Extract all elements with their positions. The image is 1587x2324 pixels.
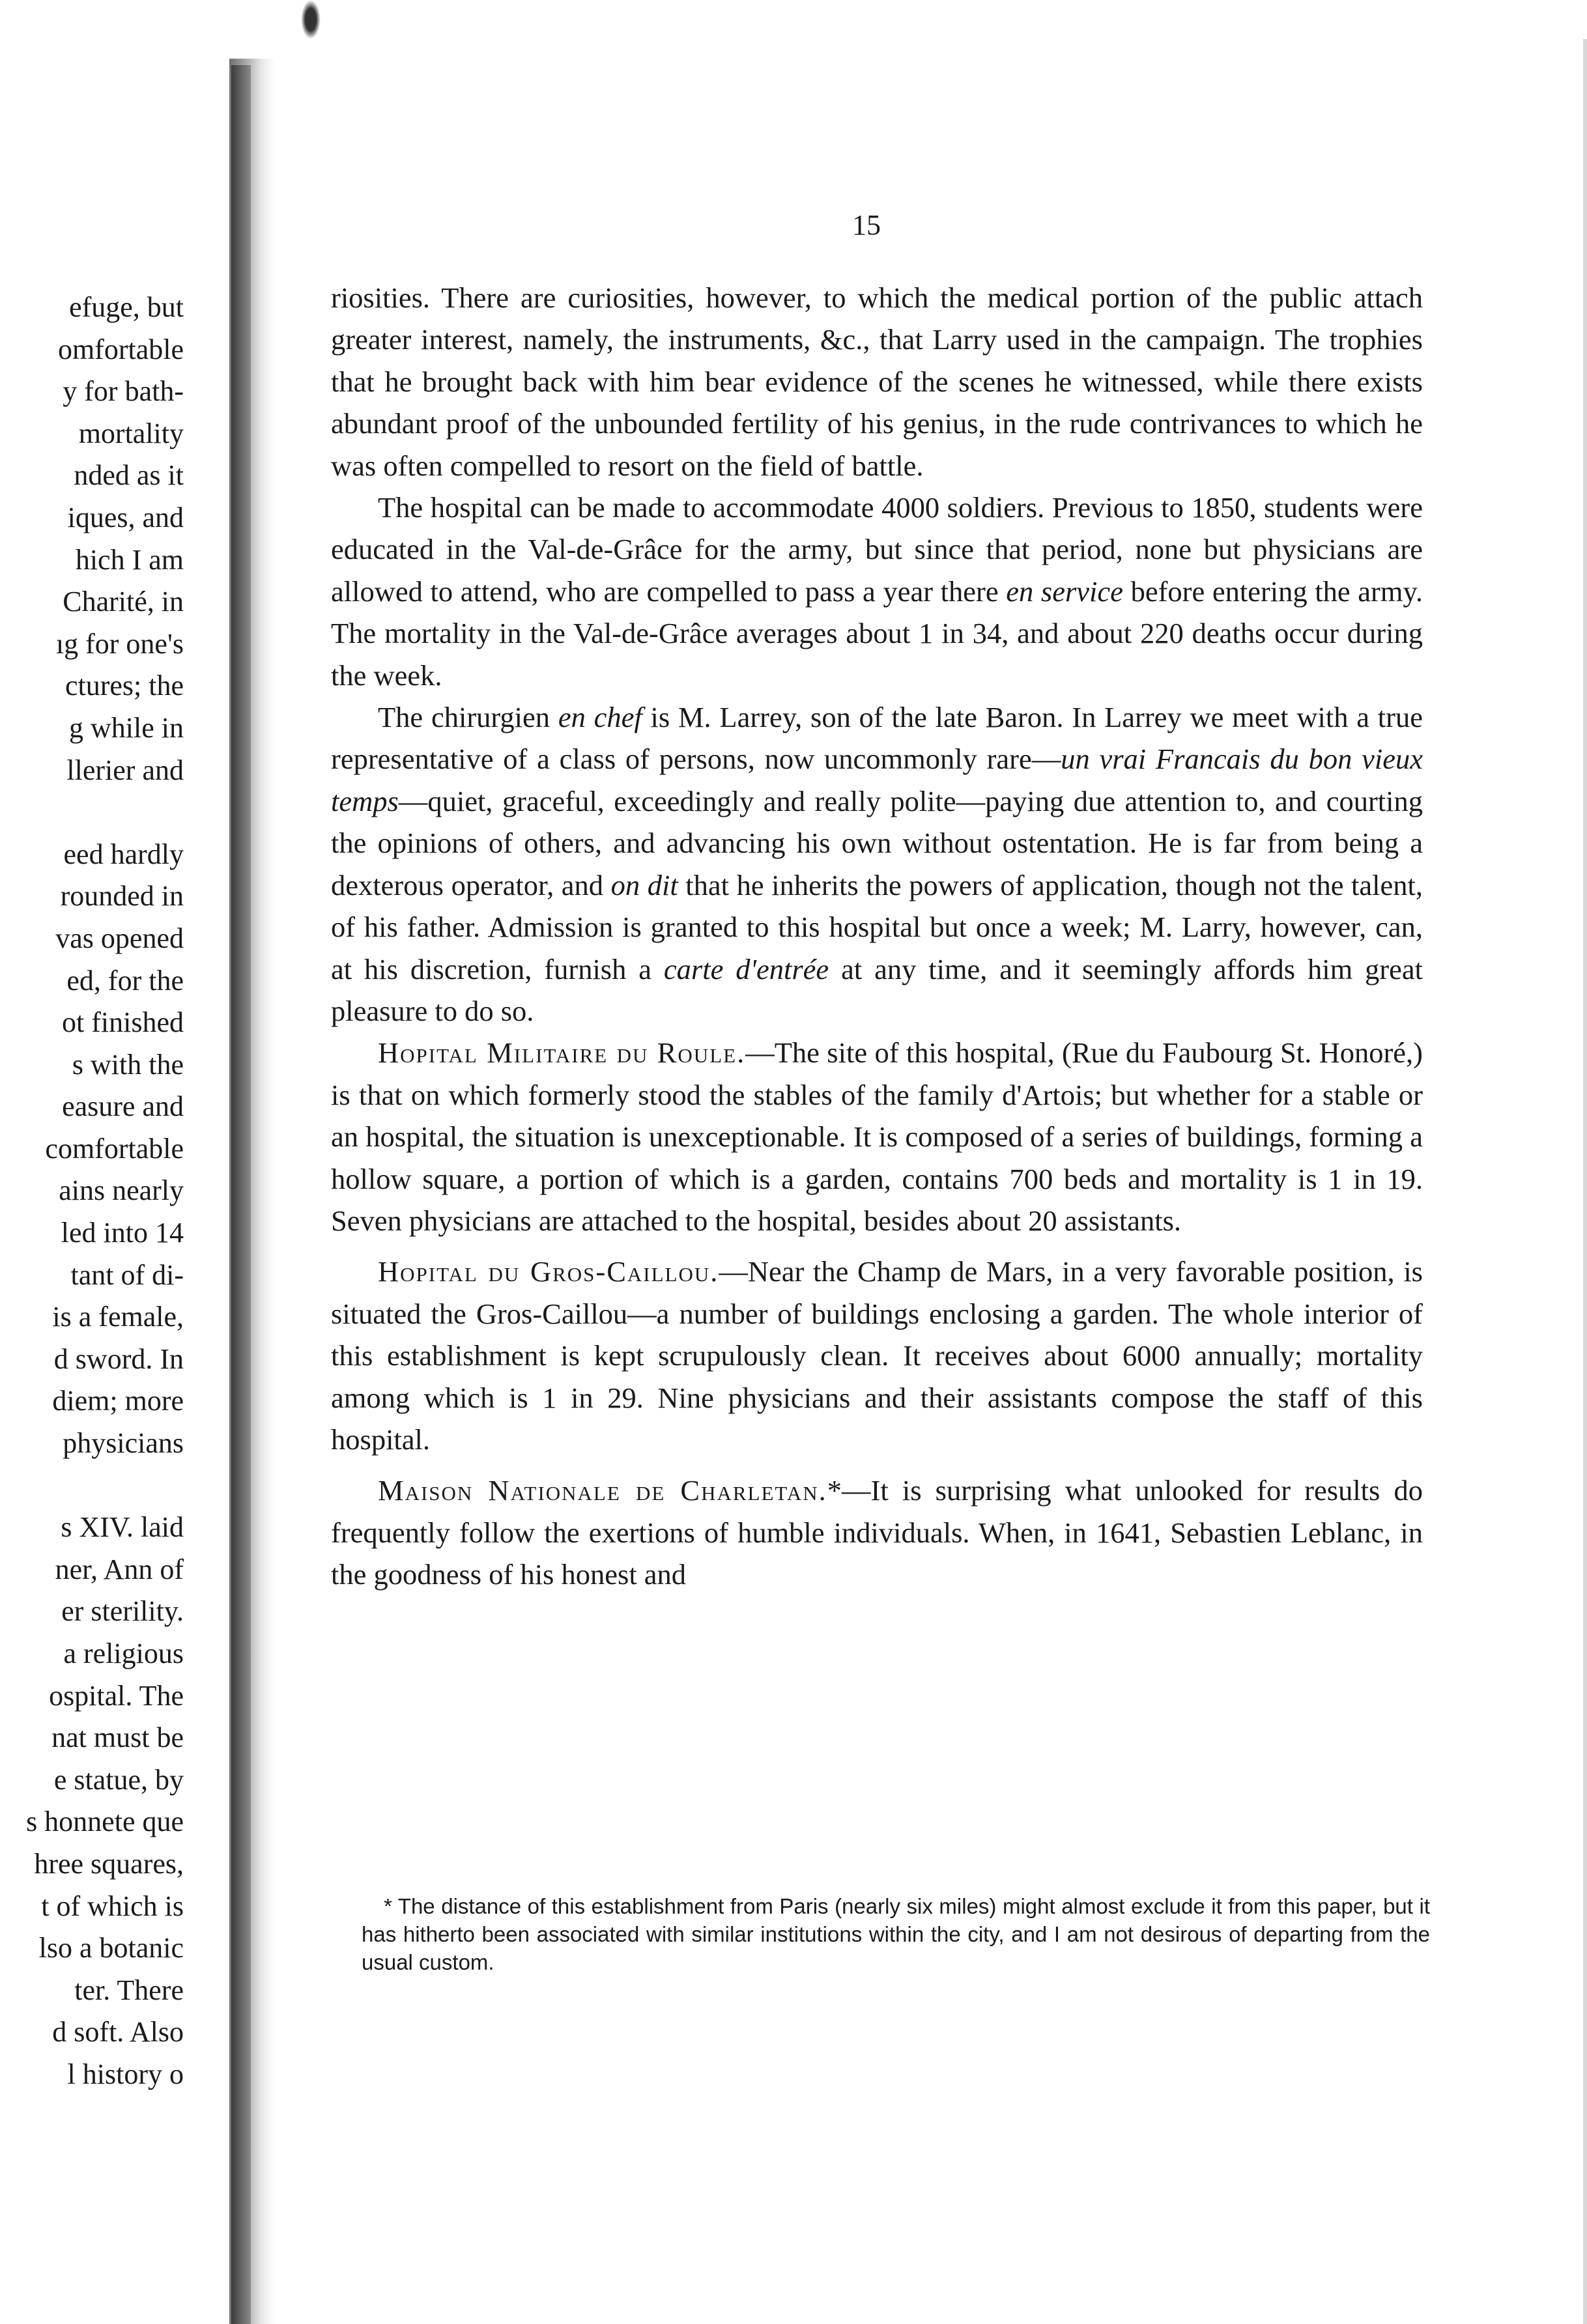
facing-page-line: ed, for the [66,964,184,997]
facing-page-line [0,791,184,834]
facing-page-line: ot finished [62,1006,184,1039]
facing-page-line: e statue, by [53,1763,184,1796]
facing-page-line: is a female, [52,1301,184,1333]
facing-page-line: ter. There [74,1974,184,2006]
paragraph-2: The hospital can be made to accommodate 4000 soldiers. Previous to 1850, students were educated in the Val-de-Grâce for the army, but since that period, none but physicians are allowed to attend, who are compelled to pass a year there en service before entering the army. The mortality in the Val-de-Grâce averages about 1 in 34, and about 220 deaths occur during the week. [331,491,1423,692]
facing-page-line: g while in [69,711,184,744]
facing-page-line: iques, and [67,501,184,533]
paragraph-6: Maison Nationale de Charletan.*—It is surprising what unlooked for results do frequently follow the exertions of humble individuals. When, in 1641, Sebastien Leblanc, in the goodness of his honest and [331,1474,1423,1591]
facing-page-line: tant of di- [70,1258,184,1291]
facing-page-line: vas opened [55,922,184,954]
facing-page-line: ner, Ann of [55,1553,184,1585]
facing-page-line: easure and [62,1090,184,1123]
facing-page-line: ctures; the [64,670,184,702]
facing-page-line: er sterility. [61,1595,184,1628]
facing-page-line: llerier and [66,754,184,786]
facing-page-line: s XIV. laid [61,1511,184,1544]
facing-page-line: physicians [63,1427,184,1460]
facing-page-line: l history o [67,2058,184,2090]
facing-page-line: s with the [72,1048,184,1081]
paragraph-5: Hopital du Gros-Caillou.—Near the Champ de Mars, in a very favorable position, is situated the Gros-Caillou—a number of buildings enclosing a garden. The whole interior of this establishment is kept scrupulously clean. It receives about 6000 annually; mortality among which is 1 in 29. Nine physicians and their assistants compose the staff of this hospital. [331,1255,1423,1456]
facing-page-line: t of which is [41,1890,184,1922]
facing-page-line: lso a botanic [38,1932,184,1964]
facing-page-line: d soft. Also [52,2016,184,2048]
book-gutter [231,65,251,2324]
facing-page-line: rounded in [60,880,184,913]
facing-page-line: efuge, but [69,291,184,323]
footnote: * The distance of this establishment from Paris (nearly six miles) might almost exclude it from this paper, but it has hitherto been associated with similar institutions within the city, and I am not desirous of departing from the usual custom. [362,1894,1430,1974]
facing-page-line [0,1465,184,1507]
facing-page-line: led into 14 [61,1217,184,1249]
facing-page-line: a religious [63,1637,184,1669]
facing-page-line: hich I am [75,543,184,576]
facing-page-line: ospital. The [49,1679,184,1712]
facing-page-line: ains nearly [59,1174,184,1207]
facing-page-line: mortality [78,417,184,449]
section-heading: Hopital du Gros-Caillou. [378,1255,719,1288]
paragraph-4: Hopital Militaire du Roule.—The site of this hospital, (Rue du Faubourg St. Honoré,) is that on which formerly stood the stables of the family d'Artois; but whether for a stable or an hospital, the situation is unexceptionable. It is composed of a series of buildings, forming a hollow square, a portion of which is a garden, contains 700 beds and mortality is 1 in 19. Seven physicians are attached to the hospital, besides about 20 assistants. [331,1036,1423,1237]
paragraph-3: The chirurgien en chef is M. Larrey, son of the late Baron. In Larrey we meet with a true representative of a class of persons, now uncommonly rare—un vrai Francais du bon vieux temps—quiet, graceful, exceedingly and really polite—paying due attention to, and courting the opinions of others, and advancing his own without ostentation. He is far from being a dexterous operator, and on dit that he inherits the powers of application, though not the talent, of his father. Admission is granted to this hospital but once a week; M. Larry, however, can, at his discretion, furnish a carte d'entrée at any time, and it seemingly affords him great pleasure to do so. [331,701,1423,1027]
section-heading: Hopital Militaire du Roule. [378,1036,746,1070]
facing-page-line: nat must be [51,1722,184,1754]
facing-page-line: nded as it [74,459,184,492]
facing-page-line: Charité, in [63,586,184,618]
facing-page-line: d sword. In [53,1342,184,1375]
facing-page-line: y for bath- [63,375,184,408]
paragraph-1: riosities. There are curiosities, however, to which the medical portion of the public attach greater interest, namely, the instruments, &c., that Larry used in the campaign. The trophies that he brought back with him bear evidence of the scenes he witnessed, while there exists abundant proof of the unbounded fertility of his genius, in the rude contrivances to which he was often compelled to resort on the field of battle. [331,281,1423,482]
facing-page-line: omfortable [57,333,184,365]
facing-page-line: diem; more [52,1385,184,1417]
facing-page-line: hree squares, [34,1847,184,1880]
page-number: 15 [852,209,881,241]
section-heading: Maison Nationale de Charletan. [378,1474,827,1507]
facing-page-line: comfortable [45,1132,184,1165]
facing-page-fragment [0,287,184,2096]
facing-page-line: ıg for one's [55,627,184,660]
scan-speck [301,0,321,39]
page-edge [1583,39,1587,2324]
facing-page-line: eed hardly [63,838,184,870]
facing-page-line: s honnete que [26,1806,184,1838]
footnote-marker: * [827,1474,842,1507]
body-text [331,277,1423,1596]
